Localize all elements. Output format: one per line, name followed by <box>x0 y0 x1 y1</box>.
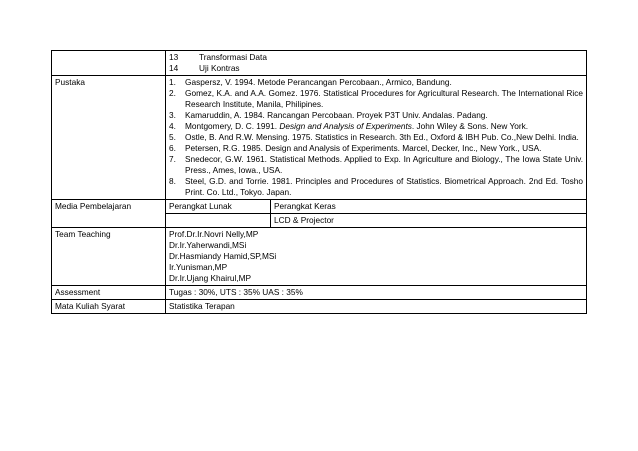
history-row <box>52 51 587 76</box>
team-row <box>52 228 587 286</box>
reference-index: 4. <box>169 121 176 131</box>
history-list-cell <box>166 51 587 76</box>
media-grid <box>166 200 586 227</box>
history-text: Uji Kontras <box>199 63 240 73</box>
reference-index: 1. <box>169 77 176 87</box>
reference-text: Gomez, K.A. and A.A. Gomez. 1976. Statistical Procedures for Agricultural Research. The International Rice Research Institute, Manila, Philipines. <box>185 88 583 109</box>
history-line <box>169 63 583 74</box>
media-row <box>52 200 587 228</box>
team-label: Team Teaching <box>52 228 166 286</box>
prereq-row <box>52 300 587 314</box>
reference-text: Ostle, B. And R.W. Mensing. 1975. Statistics in Research. 3th Ed., Oxford & IBH Pub. Co.,New Delhi. India. <box>185 132 579 142</box>
history-text: Transformasi Data <box>199 52 267 62</box>
reference-item <box>169 154 583 176</box>
reference-index: 5. <box>169 132 176 142</box>
hardware-value: LCD & Projector <box>270 214 586 227</box>
hardware-label: Perangkat Keras <box>270 200 586 214</box>
software-value <box>166 214 270 227</box>
reference-item <box>169 88 583 110</box>
reference-index: 3. <box>169 110 176 120</box>
course-info-table <box>51 50 587 314</box>
pustaka-row <box>52 76 587 200</box>
reference-item <box>169 176 583 198</box>
reference-index: 8. <box>169 176 176 186</box>
team-member: Prof.Dr.Ir.Novri Nelly,MP <box>169 229 259 239</box>
reference-item <box>169 132 583 143</box>
reference-item <box>169 77 583 88</box>
software-label: Perangkat Lunak <box>166 200 270 214</box>
pustaka-label: Pustaka <box>52 76 166 200</box>
reference-text: Gaspersz, V. 1994. Metode Perancangan Percobaan., Armico, Bandung. <box>185 77 452 87</box>
prereq-value: Statistika Terapan <box>166 300 587 314</box>
media-label: Media Pembelajaran <box>52 200 166 228</box>
pustaka-refs-cell <box>166 76 587 200</box>
history-line <box>169 52 583 63</box>
reference-item <box>169 110 583 121</box>
media-cell <box>166 200 587 228</box>
history-number: 14 <box>169 63 179 73</box>
reference-item <box>169 121 583 132</box>
reference-text: Kamaruddin, A. 1984. Rancangan Percobaan. Proyek P3T Univ. Andalas. Padang. <box>185 110 488 120</box>
reference-index: 2. <box>169 88 176 98</box>
assessment-label: Assessment <box>52 286 166 300</box>
assessment-value: Tugas : 30%, UTS : 35% UAS : 35% <box>166 286 587 300</box>
reference-text: Steel, G.D. and Torrie. 1981. Principles and Procedures of Statistics. Biometrical Approach. 2nd Ed. Tosho Print. Co. Ltd., Tokyo. Japan. <box>185 176 583 197</box>
reference-title-italic: Design and Analysis of Experiments <box>279 121 412 131</box>
team-member: Ir.Yunisman,MP <box>169 262 228 272</box>
reference-text-post: . John Wiley & Sons. New York. <box>411 121 529 131</box>
prereq-label: Mata Kuliah Syarat <box>52 300 166 314</box>
reference-index: 7. <box>169 154 176 164</box>
assessment-row <box>52 286 587 300</box>
reference-item <box>169 143 583 154</box>
history-number: 13 <box>169 52 179 62</box>
team-member: Dr.Hasmiandy Hamid,SP,MSi <box>169 251 277 261</box>
reference-text-pre: Montgomery, D. C. 1991. <box>185 121 280 131</box>
team-members-cell <box>166 228 587 286</box>
history-label-cell <box>52 51 166 76</box>
reference-list <box>169 77 583 198</box>
team-member: Dr.Ir.Ujang Khairul,MP <box>169 273 252 283</box>
reference-text: Petersen, R.G. 1985. Design and Analysis of Experiments. Marcel, Decker, Inc., New York., USA. <box>185 143 542 153</box>
reference-index: 6. <box>169 143 176 153</box>
team-member: Dr.Ir.Yaherwandi,MSi <box>169 240 247 250</box>
reference-text: Snedecor, G.W. 1961. Statistical Methods. Applied to Exp. In Agriculture and Biology., The Iowa State Univ. Press., Ames, Iowa., USA. <box>185 154 583 175</box>
